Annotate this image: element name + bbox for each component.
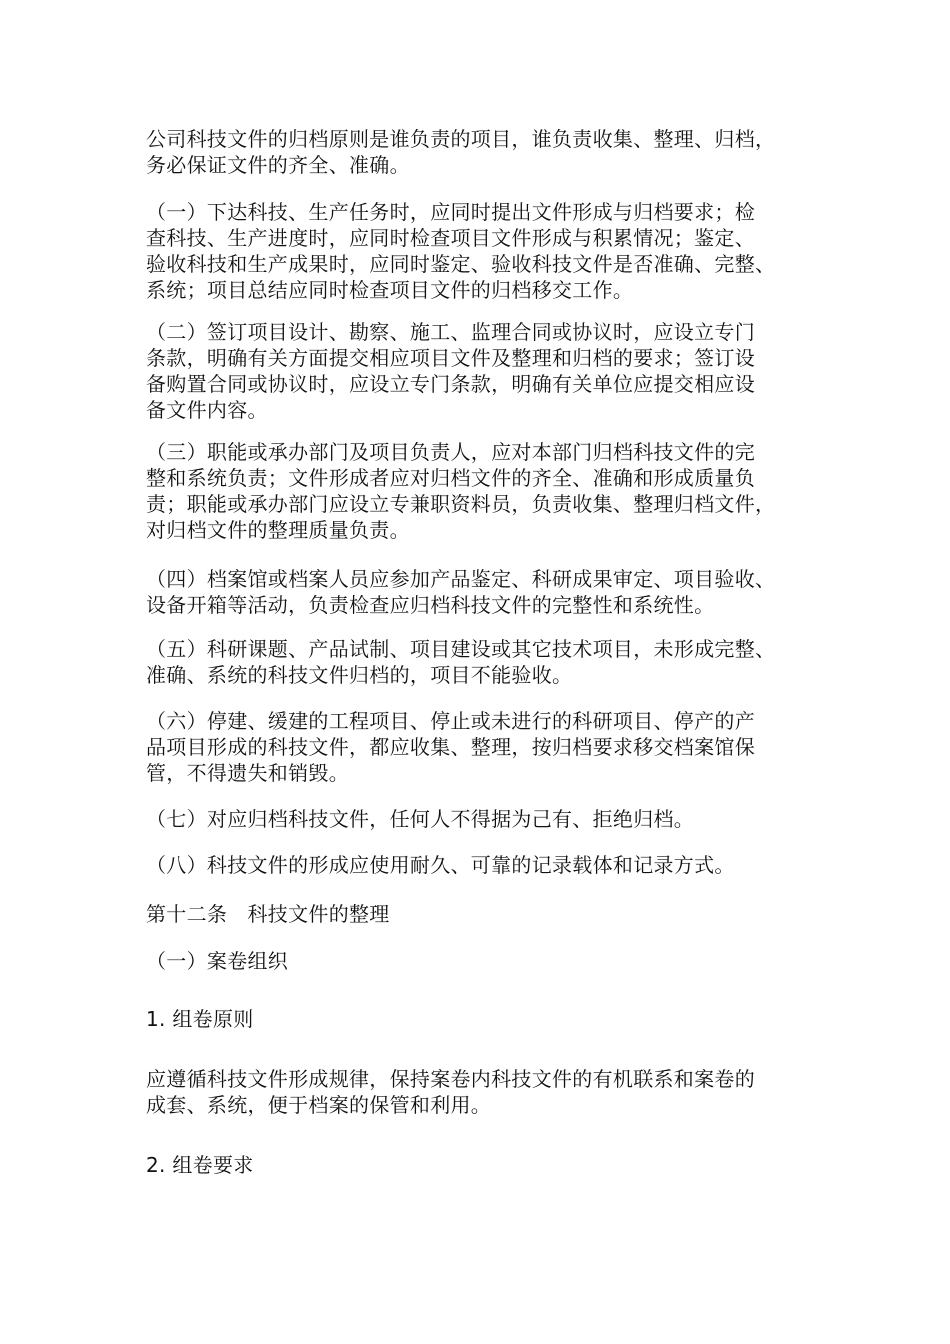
- paragraph-archiving-principle: 公司科技文件的归档原则是谁负责的项目，谁负责收集、整理、归档， 务必保证文件的齐全、准确。: [146, 127, 776, 177]
- paragraph-item-2: （二）签订项目设计、勘察、施工、监理合同或协议时，应设立专门 条款，明确有关方面提交相应项目文件及整理和归档的要求；签订设 备购置合同或协议时，应设立专门条款，明确有关单位应提交相应设 备文件内容。: [146, 320, 755, 422]
- subheading-volume-organization: （一）案卷组织: [146, 949, 289, 973]
- subheading-volume-requirements: 2. 组卷要求: [146, 1153, 254, 1177]
- paragraph-item-5: （五）科研课题、产品试制、项目建设或其它技术项目，未形成完整、 准确、系统的科技文件归档的，项目不能验收。: [146, 637, 776, 687]
- paragraph-item-8: （八）科技文件的形成应使用耐久、可靠的记录载体和记录方式。: [146, 853, 735, 877]
- paragraph-item-7: （七）对应归档科技文件，任何人不得据为己有、拒绝归档。: [146, 807, 695, 831]
- paragraph-item-4: （四）档案馆或档案人员应参加产品鉴定、科研成果审定、项目验收、 设备开箱等活动，负责检查应归档科技文件的完整性和系统性。: [146, 567, 776, 617]
- paragraph-item-1: （一）下达科技、生产任务时，应同时提出文件形成与归档要求；检 查科技、生产进度时，应同时检查项目文件形成与积累情况；鉴定、 验收科技和生产成果时，应同时鉴定、验收科技文件是否准确、完整、 系统；项目总结应同时检查项目文件的归档移交工作。: [146, 200, 776, 302]
- section-heading-article-12: 第十二条 科技文件的整理: [146, 902, 390, 926]
- subheading-volume-principle: 1. 组卷原则: [146, 1007, 254, 1031]
- paragraph-item-3: （三）职能或承办部门及项目负责人，应对本部门归档科技文件的完 整和系统负责；文件形成者应对归档文件的齐全、准确和形成质量负 责；职能或承办部门应设立专兼职资料员，负责收集、整理归档文件， 对归档文件的整理质量负责。: [146, 440, 776, 542]
- paragraph-volume-principle: 应遵循科技文件形成规律，保持案卷内科技文件的有机联系和案卷的 成套、系统，便于档案的保管和利用。: [146, 1067, 755, 1117]
- paragraph-item-6: （六）停建、缓建的工程项目、停止或未进行的科研项目、停产的产 品项目形成的科技文件，都应收集、整理，按归档要求移交档案馆保 管，不得遗失和销毁。: [146, 709, 755, 785]
